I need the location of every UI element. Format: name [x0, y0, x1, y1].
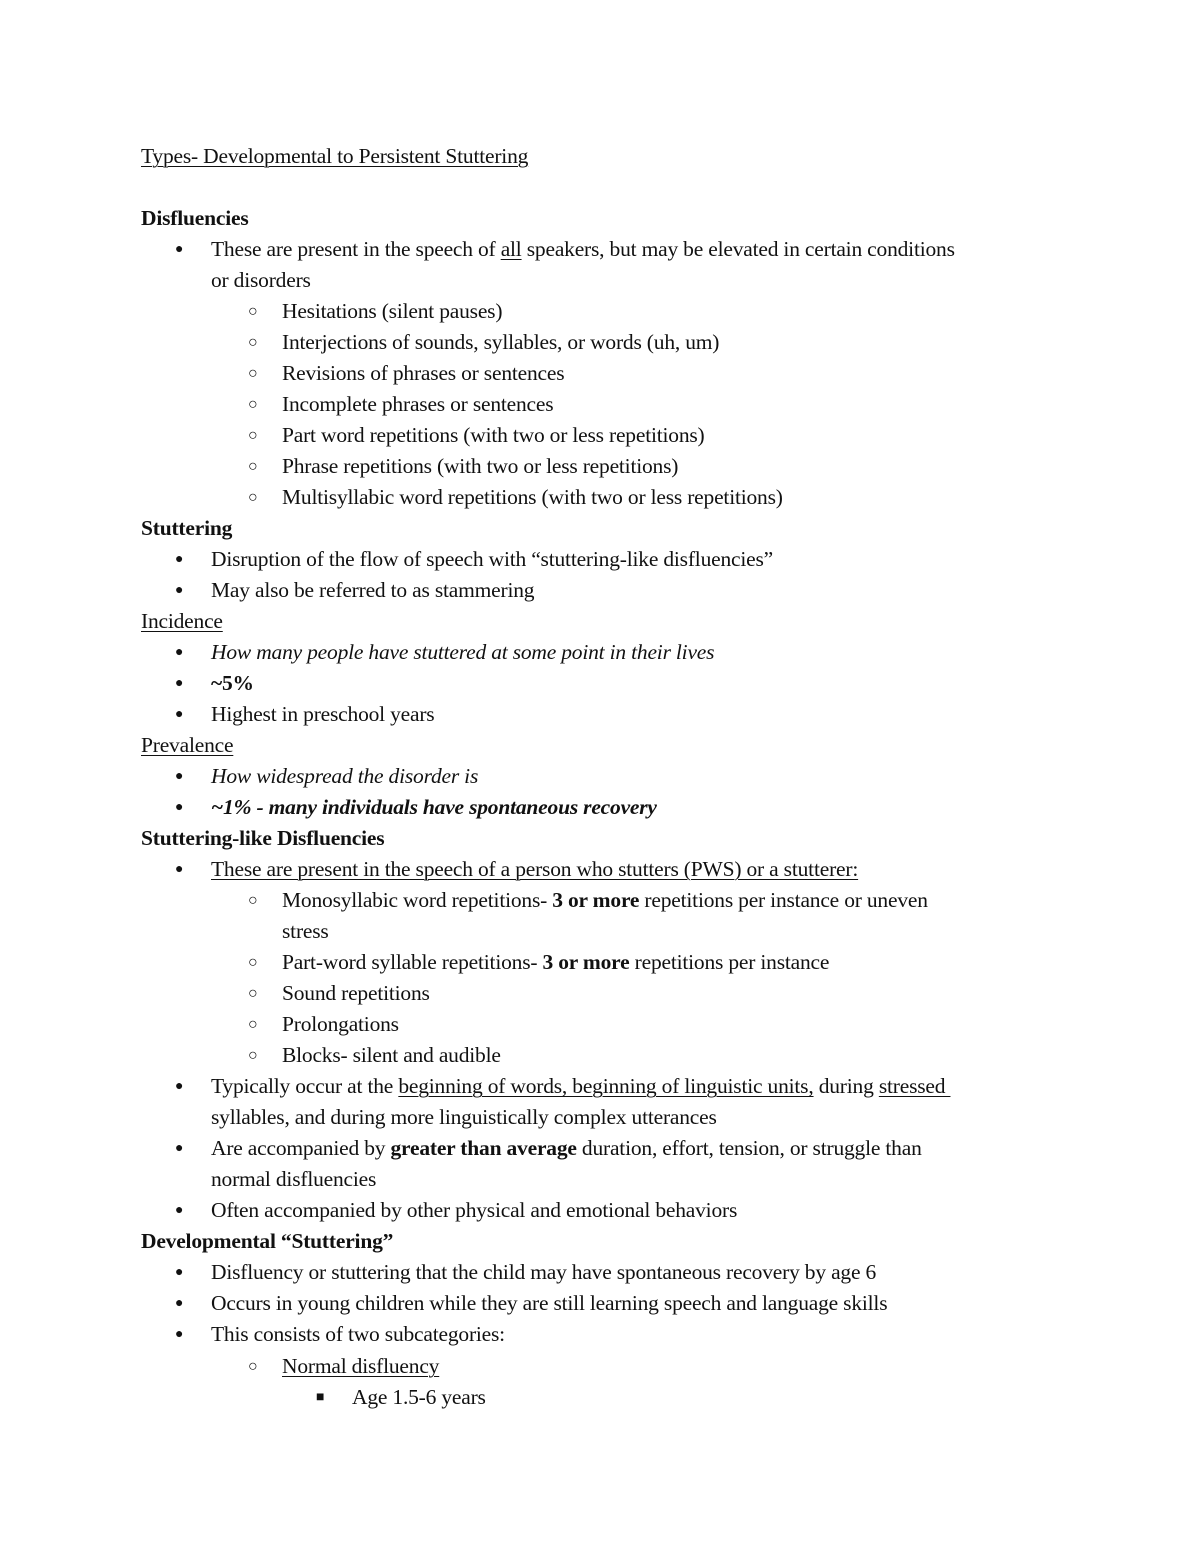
- bullet-circle-icon: ○: [248, 954, 258, 971]
- list-item: Are accompanied by greater than average duration, effort, tension, or struggle than: [211, 1136, 922, 1160]
- list-item: Revisions of phrases or sentences: [282, 361, 565, 385]
- list-item: ~5%: [211, 671, 254, 695]
- document-title: Types- Developmental to Persistent Stuttering: [141, 144, 529, 168]
- bullet-disc-icon: ●: [175, 645, 184, 660]
- list-item: May also be referred to as stammering: [211, 578, 535, 602]
- list-item: How many people have stuttered at some point in their lives: [211, 640, 715, 664]
- section-heading-sld: Stuttering-like Disfluencies: [141, 826, 385, 850]
- list-item: Multisyllabic word repetitions (with two or less repetitions): [282, 485, 783, 509]
- bullet-disc-icon: ●: [175, 552, 184, 567]
- list-item: Part-word syllable repetitions- 3 or more repetitions per instance: [282, 950, 830, 974]
- bullet-circle-icon: ○: [248, 985, 258, 1002]
- section-heading-prevalence: Prevalence: [141, 733, 234, 757]
- bullet-disc-icon: ●: [175, 676, 184, 691]
- bullet-disc-icon: ●: [175, 1296, 184, 1311]
- list-item-continuation: stress: [282, 919, 329, 943]
- bullet-circle-icon: ○: [248, 365, 258, 382]
- bullet-circle-icon: ○: [248, 1047, 258, 1064]
- list-item: Occurs in young children while they are still learning speech and language skills: [211, 1291, 888, 1315]
- bullet-circle-icon: ○: [248, 458, 258, 475]
- section-heading-developmental: Developmental “Stuttering”: [141, 1229, 394, 1253]
- section-heading-stuttering: Stuttering: [141, 516, 233, 540]
- list-item: Interjections of sounds, syllables, or words (uh, um): [282, 330, 720, 354]
- bullet-disc-icon: ●: [175, 583, 184, 598]
- list-item: Sound repetitions: [282, 981, 430, 1005]
- section-heading-incidence: Incidence: [141, 609, 223, 633]
- list-item: Prolongations: [282, 1012, 399, 1036]
- list-item: Disruption of the flow of speech with “stuttering-like disfluencies”: [211, 547, 773, 571]
- list-item: Disfluency or stuttering that the child may have spontaneous recovery by age 6: [211, 1260, 877, 1284]
- list-item: Typically occur at the beginning of words, beginning of linguistic units, during stressed: [211, 1074, 951, 1098]
- bullet-circle-icon: ○: [248, 334, 258, 351]
- list-item: Blocks- silent and audible: [282, 1043, 501, 1067]
- bullet-disc-icon: ●: [175, 769, 184, 784]
- list-item: How widespread the disorder is: [211, 764, 479, 788]
- section-heading-disfluencies: Disfluencies: [141, 206, 249, 230]
- list-item-continuation: normal disfluencies: [211, 1167, 377, 1191]
- list-item: Highest in preschool years: [211, 702, 435, 726]
- bullet-circle-icon: ○: [248, 396, 258, 413]
- list-item: Normal disfluency: [282, 1354, 440, 1378]
- bullet-square-icon: ■: [316, 1390, 325, 1405]
- bullet-disc-icon: ●: [175, 1079, 184, 1094]
- list-item: Phrase repetitions (with two or less repetitions): [282, 454, 679, 478]
- bullet-disc-icon: ●: [175, 1141, 184, 1156]
- list-item: Monosyllabic word repetitions- 3 or more repetitions per instance or uneven: [282, 888, 928, 912]
- list-item: Part word repetitions (with two or less repetitions): [282, 423, 705, 447]
- list-item-continuation: syllables, and during more linguistically complex utterances: [211, 1105, 717, 1129]
- bullet-disc-icon: ●: [175, 707, 184, 722]
- list-item-continuation: or disorders: [211, 268, 311, 292]
- list-item: Often accompanied by other physical and emotional behaviors: [211, 1198, 738, 1222]
- bullet-circle-icon: ○: [248, 892, 258, 909]
- list-item: ~1% - many individuals have spontaneous recovery: [211, 795, 657, 819]
- list-item: This consists of two subcategories:: [211, 1322, 505, 1346]
- list-item: Age 1.5-6 years: [352, 1385, 486, 1409]
- bullet-disc-icon: ●: [175, 1265, 184, 1280]
- bullet-disc-icon: ●: [175, 242, 184, 257]
- list-item: These are present in the speech of all speakers, but may be elevated in certain conditions: [211, 237, 955, 261]
- list-item: Hesitations (silent pauses): [282, 299, 503, 323]
- bullet-circle-icon: ○: [248, 1016, 258, 1033]
- bullet-circle-icon: ○: [248, 1358, 258, 1375]
- bullet-circle-icon: ○: [248, 427, 258, 444]
- bullet-disc-icon: ●: [175, 862, 184, 877]
- list-item: These are present in the speech of a person who stutters (PWS) or a stutterer:: [211, 857, 859, 881]
- list-item: Incomplete phrases or sentences: [282, 392, 554, 416]
- bullet-disc-icon: ●: [175, 1327, 184, 1342]
- bullet-circle-icon: ○: [248, 489, 258, 506]
- bullet-disc-icon: ●: [175, 800, 184, 815]
- bullet-disc-icon: ●: [175, 1203, 184, 1218]
- bullet-circle-icon: ○: [248, 303, 258, 320]
